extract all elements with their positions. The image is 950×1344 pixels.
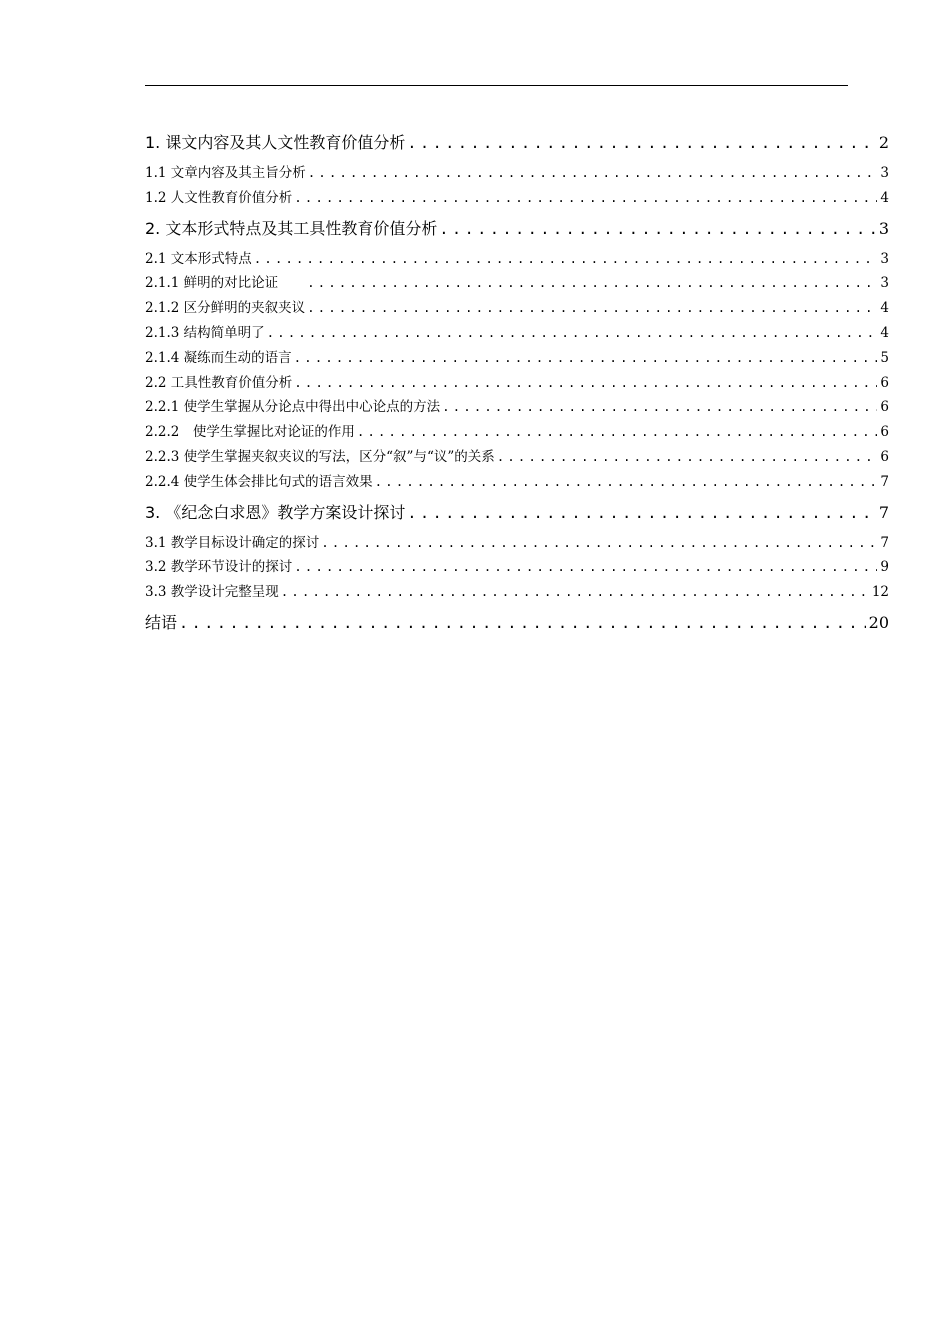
header-rule [145, 85, 848, 86]
dot-leader [357, 420, 878, 445]
toc-entry-1[interactable] [145, 129, 889, 157]
toc-entry-1-2[interactable] [145, 186, 889, 211]
dot-leader [497, 445, 878, 470]
toc-entry-2-2-2[interactable] [145, 420, 889, 445]
dot-leader [294, 186, 877, 211]
toc-entry-1-1[interactable] [145, 161, 889, 186]
toc-entry-3[interactable] [145, 499, 889, 527]
toc-page-number: 5 [880, 349, 889, 366]
toc-entry-2-1[interactable] [145, 247, 889, 272]
toc-page-number: 4 [880, 189, 889, 206]
toc-entry-2-1-3[interactable] [145, 321, 889, 346]
toc-entry-title: 结语 [145, 612, 178, 632]
dot-leader [179, 609, 866, 637]
toc-page-number: 7 [880, 534, 889, 551]
toc-page-number: 3 [880, 250, 889, 267]
toc-entry-title: 2.1.1 鲜明的对比论证 [145, 275, 306, 292]
toc-entry-title: 2.2.3 使学生掌握夹叙夹议的写法，区分“叙”与“议”的关系 [145, 448, 495, 465]
dot-leader [254, 247, 878, 272]
toc-entry-conclusion[interactable] [145, 609, 889, 637]
dot-leader [281, 580, 869, 605]
dot-leader [407, 129, 875, 157]
toc-page-number: 20 [868, 612, 889, 632]
toc-entry-title: 2.1.3 结构简单明了 [145, 324, 265, 341]
toc-page-number: 2 [878, 133, 889, 152]
toc-page-number: 6 [880, 424, 889, 441]
toc-entry-title: 3. 《纪念白求恩》教学方案设计探讨 [145, 502, 406, 522]
toc-entry-title: 3.3 教学设计完整呈现 [145, 584, 279, 601]
toc-entry-3-1[interactable] [145, 531, 889, 556]
toc-entry-title: 2.2.4 使学生体会排比句式的语言效果 [145, 473, 373, 490]
toc-page-number: 3 [880, 165, 889, 181]
toc-entry-title: 2. 文本形式特点及其工具性教育价值分析 [145, 218, 438, 238]
toc-entry-title: 2.1.2 区分鲜明的夹叙夹议 [145, 300, 306, 317]
toc-page-number: 4 [880, 324, 889, 341]
dot-leader [442, 395, 877, 420]
toc-entry-2[interactable] [145, 215, 889, 243]
toc-page-number: 4 [880, 300, 889, 317]
toc-page-number: 3 [878, 218, 889, 238]
toc-entry-2-1-1[interactable] [145, 271, 889, 296]
dot-leader [267, 321, 878, 346]
dot-leader [375, 470, 878, 495]
toc-entry-2-1-2[interactable] [145, 296, 889, 321]
toc-entry-title: 2.2.2 使学生掌握比对论证的作用 [145, 424, 355, 441]
toc-entry-2-2-4[interactable] [145, 470, 889, 495]
toc-entry-title: 2.1 文本形式特点 [145, 250, 252, 267]
dot-leader [439, 215, 875, 243]
toc-entry-title: 2.1.4 凝练而生动的语言 [145, 349, 292, 366]
dot-leader [294, 371, 877, 396]
toc-entry-title: 1. 课文内容及其人文性教育价值分析 [145, 133, 406, 152]
toc-page-number: 3 [880, 275, 889, 292]
dot-leader [407, 499, 875, 527]
toc-page-number: 9 [880, 559, 889, 576]
dot-leader [307, 271, 877, 296]
toc-entry-2-2[interactable] [145, 371, 889, 396]
toc-entry-title: 2.2.1 使学生掌握从分论点中得出中心论点的方法 [145, 399, 441, 416]
toc-entry-3-2[interactable] [145, 555, 889, 580]
toc-entry-2-1-4[interactable] [145, 346, 889, 371]
table-of-contents [145, 125, 889, 641]
dot-leader [321, 531, 877, 556]
toc-page-number: 7 [878, 502, 889, 522]
toc-entry-title: 3.1 教学目标设计确定的探讨 [145, 534, 320, 551]
toc-entry-title: 1.1 文章内容及其主旨分析 [145, 165, 306, 181]
toc-entry-2-2-1[interactable] [145, 395, 889, 420]
dot-leader [294, 555, 877, 580]
toc-entry-3-3[interactable] [145, 580, 889, 605]
toc-page-number: 6 [880, 399, 889, 416]
toc-page-number: 6 [880, 448, 889, 465]
toc-entry-2-2-3[interactable] [145, 445, 889, 470]
dot-leader [308, 161, 878, 186]
toc-page-number: 6 [880, 374, 889, 391]
dot-leader [307, 296, 877, 321]
toc-entry-title: 3.2 教学环节设计的探讨 [145, 559, 293, 576]
toc-entry-title: 2.2 工具性教育价值分析 [145, 374, 293, 391]
toc-page-number: 12 [871, 584, 889, 601]
toc-entry-title: 1.2 人文性教育价值分析 [145, 189, 293, 206]
toc-page-number: 7 [880, 473, 889, 490]
dot-leader [294, 346, 878, 371]
